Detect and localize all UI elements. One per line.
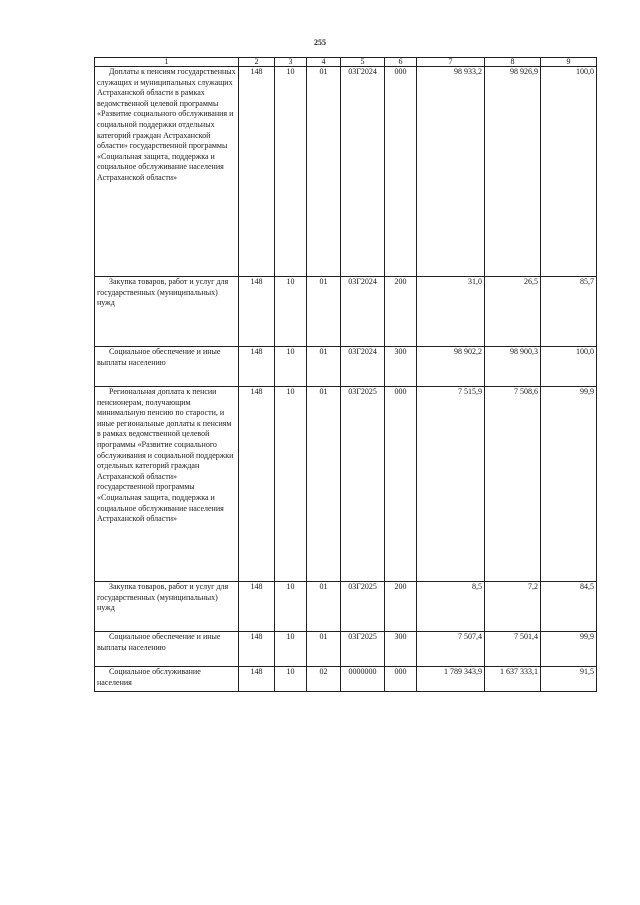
- target-article-code: 0000000: [341, 667, 385, 692]
- execution-percent: 100,0: [541, 347, 597, 387]
- target-article-code: 03Г2024: [341, 67, 385, 277]
- chapter-code: 148: [239, 347, 275, 387]
- executed-amount: 7 501,4: [485, 632, 541, 667]
- chapter-code: 148: [239, 277, 275, 347]
- approved-amount: 31,0: [417, 277, 485, 347]
- expense-type-code: 300: [385, 632, 417, 667]
- executed-amount: 1 637 333,1: [485, 667, 541, 692]
- row-name: Закупка товаров, работ и услуг для государственных (муниципальных) нужд: [97, 582, 229, 613]
- table-row: [95, 347, 597, 387]
- executed-amount: 26,5: [485, 277, 541, 347]
- executed-amount: 7 508,6: [485, 387, 541, 582]
- subsection-code: 01: [307, 67, 341, 277]
- table-row: [95, 582, 597, 632]
- approved-amount: 8,5: [417, 582, 485, 632]
- column-number: 2: [239, 58, 275, 67]
- column-number: 1: [95, 58, 239, 67]
- row-name-cell: [95, 582, 239, 632]
- subsection-code: 01: [307, 582, 341, 632]
- target-article-code: 03Г2024: [341, 277, 385, 347]
- executed-amount: 7,2: [485, 582, 541, 632]
- column-number: 5: [341, 58, 385, 67]
- subsection-code: 01: [307, 632, 341, 667]
- row-name: Региональная доплата к пенсии пенсионерам, получающим минимальную пенсию по старости, и иные региональные доплаты к пенсиям в рамках ведомственной целевой программы «Развитие социального обслуживания и социальной поддержки отдельных категорий граждан Астраханской области» государственной программы «Социальная защита, поддержка и социальное обслуживание населения Астраханской области»: [97, 387, 234, 524]
- target-article-code: 03Г2024: [341, 347, 385, 387]
- section-code: 10: [275, 67, 307, 277]
- row-name-cell: [95, 67, 239, 277]
- table-row: [95, 667, 597, 692]
- column-number: 9: [541, 58, 597, 67]
- row-name: Социальное обеспечение и иные выплаты населению: [97, 347, 221, 367]
- section-code: 10: [275, 387, 307, 582]
- execution-percent: 99,9: [541, 387, 597, 582]
- column-number: 4: [307, 58, 341, 67]
- execution-percent: 99,9: [541, 632, 597, 667]
- chapter-code: 148: [239, 667, 275, 692]
- subsection-code: 01: [307, 347, 341, 387]
- chapter-code: 148: [239, 632, 275, 667]
- row-name-cell: [95, 667, 239, 692]
- column-number-row: [95, 58, 597, 67]
- column-number: 6: [385, 58, 417, 67]
- subsection-code: 01: [307, 387, 341, 582]
- table-row: [95, 67, 597, 277]
- column-number: 8: [485, 58, 541, 67]
- subsection-code: 02: [307, 667, 341, 692]
- expense-type-code: 000: [385, 667, 417, 692]
- chapter-code: 148: [239, 67, 275, 277]
- expense-type-code: 200: [385, 582, 417, 632]
- executed-amount: 98 900,3: [485, 347, 541, 387]
- table-row: [95, 387, 597, 582]
- approved-amount: 7 515,9: [417, 387, 485, 582]
- section-code: 10: [275, 347, 307, 387]
- execution-percent: 84,5: [541, 582, 597, 632]
- row-name-cell: [95, 387, 239, 582]
- section-code: 10: [275, 277, 307, 347]
- section-code: 10: [275, 632, 307, 667]
- row-name-cell: [95, 277, 239, 347]
- approved-amount: 98 933,2: [417, 67, 485, 277]
- page-number: 255: [314, 38, 326, 47]
- target-article-code: 03Г2025: [341, 632, 385, 667]
- expense-type-code: 000: [385, 387, 417, 582]
- row-name: Социальное обеспечение и иные выплаты населению: [97, 632, 221, 652]
- execution-percent: 100,0: [541, 67, 597, 277]
- executed-amount: 98 926,9: [485, 67, 541, 277]
- column-number: 7: [417, 58, 485, 67]
- table-row: [95, 632, 597, 667]
- table-row: [95, 277, 597, 347]
- section-code: 10: [275, 582, 307, 632]
- row-name: Социальное обслуживание населения: [97, 667, 201, 687]
- column-number: 3: [275, 58, 307, 67]
- approved-amount: 1 789 343,9: [417, 667, 485, 692]
- expense-type-code: 000: [385, 67, 417, 277]
- section-code: 10: [275, 667, 307, 692]
- chapter-code: 148: [239, 582, 275, 632]
- expense-type-code: 200: [385, 277, 417, 347]
- budget-table: [94, 57, 597, 692]
- chapter-code: 148: [239, 387, 275, 582]
- target-article-code: 03Г2025: [341, 582, 385, 632]
- approved-amount: 7 507,4: [417, 632, 485, 667]
- execution-percent: 91,5: [541, 667, 597, 692]
- approved-amount: 98 902,2: [417, 347, 485, 387]
- row-name-cell: [95, 632, 239, 667]
- subsection-code: 01: [307, 277, 341, 347]
- row-name-cell: [95, 347, 239, 387]
- expense-type-code: 300: [385, 347, 417, 387]
- row-name: Доплаты к пенсиям государственных служащих и муниципальных служащих Астраханской области в рамках ведомственной целевой программы «Развитие социального обслуживания и социальной поддержки отдельных категорий граждан Астраханской области» государственной программы «Социальная защита, поддержка и социальное обслуживание населения Астраханской области»: [97, 67, 236, 182]
- row-name: Закупка товаров, работ и услуг для государственных (муниципальных) нужд: [97, 277, 229, 308]
- target-article-code: 03Г2025: [341, 387, 385, 582]
- execution-percent: 85,7: [541, 277, 597, 347]
